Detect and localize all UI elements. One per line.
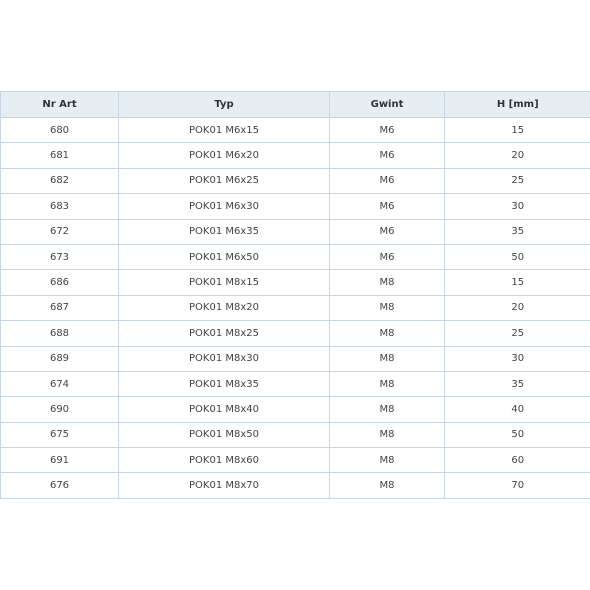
header-gwint: Gwint (330, 92, 445, 118)
cell-nr-art: 682 (1, 168, 119, 193)
cell-typ: POK01 M6x15 (119, 118, 330, 143)
cell-gwint: M6 (330, 194, 445, 219)
cell-typ: POK01 M8x60 (119, 448, 330, 473)
cell-nr-art: 688 (1, 321, 119, 346)
table-row (1, 473, 590, 498)
cell-h-mm: 15 (445, 118, 590, 143)
cell-typ: POK01 M8x35 (119, 371, 330, 396)
header-typ: Typ (119, 92, 330, 118)
table-row (1, 168, 590, 193)
cell-typ: POK01 M6x50 (119, 244, 330, 269)
cell-h-mm: 15 (445, 270, 590, 295)
table-row (1, 295, 590, 320)
cell-gwint: M8 (330, 422, 445, 447)
cell-nr-art: 690 (1, 397, 119, 422)
cell-typ: POK01 M8x50 (119, 422, 330, 447)
table-row (1, 118, 590, 143)
table-row (1, 422, 590, 447)
cell-typ: POK01 M8x15 (119, 270, 330, 295)
cell-typ: POK01 M6x20 (119, 143, 330, 168)
cell-h-mm: 30 (445, 194, 590, 219)
cell-h-mm: 50 (445, 422, 590, 447)
cell-nr-art: 683 (1, 194, 119, 219)
cell-gwint: M8 (330, 346, 445, 371)
cell-gwint: M8 (330, 321, 445, 346)
cell-gwint: M6 (330, 118, 445, 143)
cell-h-mm: 60 (445, 448, 590, 473)
cell-h-mm: 25 (445, 321, 590, 346)
cell-nr-art: 689 (1, 346, 119, 371)
cell-typ: POK01 M8x30 (119, 346, 330, 371)
table-row (1, 346, 590, 371)
cell-h-mm: 35 (445, 371, 590, 396)
cell-h-mm: 20 (445, 143, 590, 168)
table-row (1, 244, 590, 269)
cell-gwint: M6 (330, 244, 445, 269)
cell-typ: POK01 M8x25 (119, 321, 330, 346)
cell-nr-art: 673 (1, 244, 119, 269)
cell-nr-art: 676 (1, 473, 119, 498)
cell-h-mm: 70 (445, 473, 590, 498)
table-row (1, 321, 590, 346)
cell-nr-art: 686 (1, 270, 119, 295)
cell-nr-art: 687 (1, 295, 119, 320)
cell-gwint: M8 (330, 473, 445, 498)
cell-gwint: M8 (330, 397, 445, 422)
cell-nr-art: 680 (1, 118, 119, 143)
table-row (1, 371, 590, 396)
cell-nr-art: 672 (1, 219, 119, 244)
table-header (1, 92, 590, 118)
header-nr-art: Nr Art (1, 92, 119, 118)
header-h-mm: H [mm] (445, 92, 590, 118)
cell-h-mm: 25 (445, 168, 590, 193)
table-body (1, 118, 590, 499)
cell-gwint: M8 (330, 371, 445, 396)
cell-nr-art: 675 (1, 422, 119, 447)
cell-gwint: M6 (330, 143, 445, 168)
table-row (1, 194, 590, 219)
table-row (1, 143, 590, 168)
cell-nr-art: 691 (1, 448, 119, 473)
cell-typ: POK01 M6x30 (119, 194, 330, 219)
cell-gwint: M8 (330, 270, 445, 295)
cell-typ: POK01 M6x35 (119, 219, 330, 244)
cell-typ: POK01 M8x40 (119, 397, 330, 422)
cell-h-mm: 40 (445, 397, 590, 422)
cell-gwint: M8 (330, 448, 445, 473)
cell-typ: POK01 M6x25 (119, 168, 330, 193)
cell-nr-art: 674 (1, 371, 119, 396)
header-row (1, 92, 590, 118)
table-row (1, 270, 590, 295)
cell-gwint: M8 (330, 295, 445, 320)
table-row (1, 397, 590, 422)
cell-h-mm: 30 (445, 346, 590, 371)
table-row (1, 448, 590, 473)
cell-h-mm: 20 (445, 295, 590, 320)
cell-h-mm: 35 (445, 219, 590, 244)
cell-gwint: M6 (330, 168, 445, 193)
cell-gwint: M6 (330, 219, 445, 244)
table-row (1, 219, 590, 244)
cell-typ: POK01 M8x20 (119, 295, 330, 320)
cell-h-mm: 50 (445, 244, 590, 269)
cell-nr-art: 681 (1, 143, 119, 168)
product-spec-table (0, 91, 590, 499)
cell-typ: POK01 M8x70 (119, 473, 330, 498)
